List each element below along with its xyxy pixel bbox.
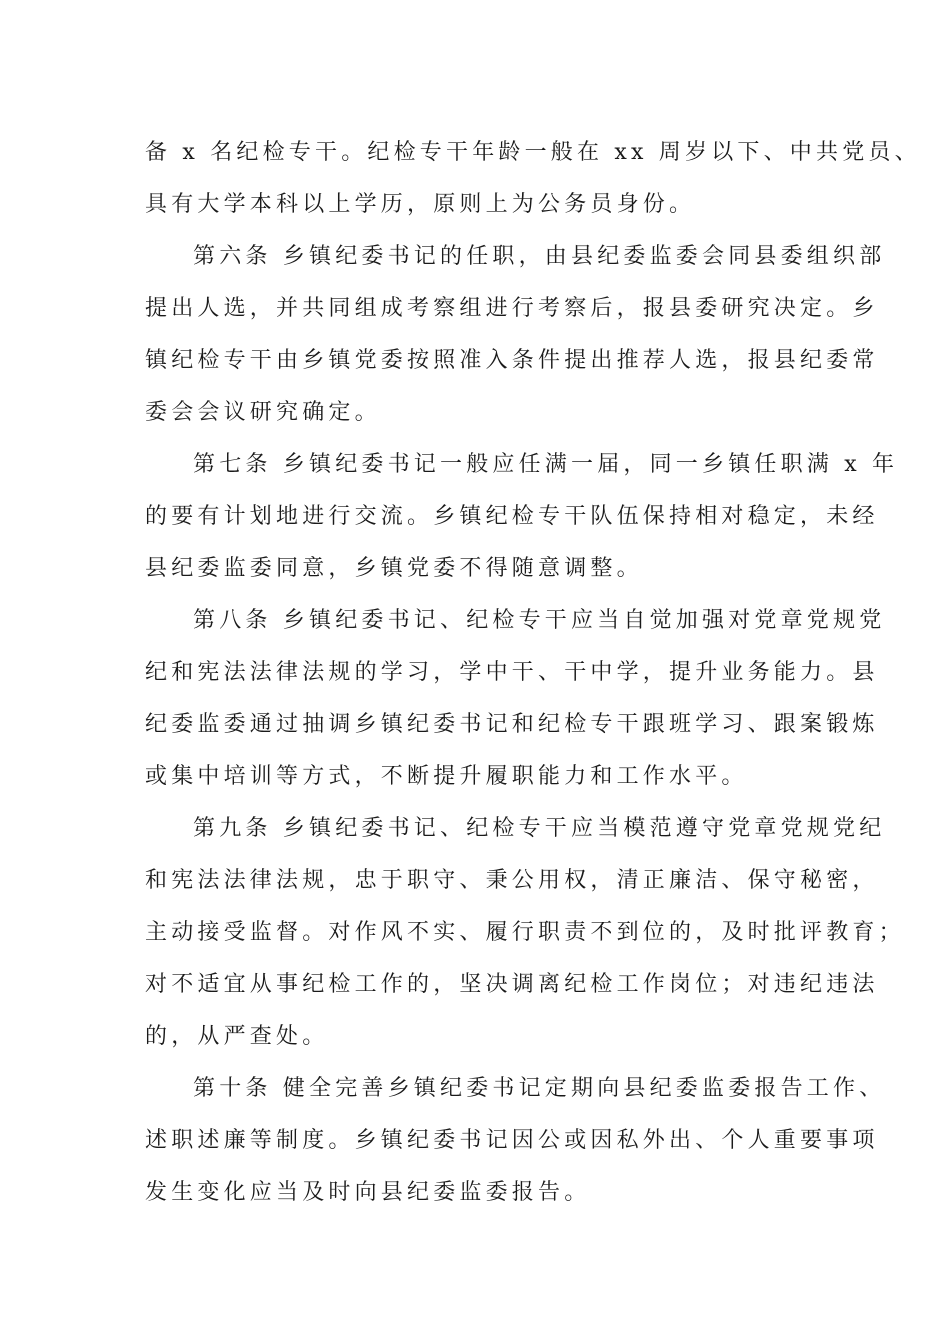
text-line: 主动接受监督。对作风不实、履行职责不到位的，及时批评教育； [145, 920, 905, 945]
text-line: 备 x 名纪检专干。纪检专干年龄一般在 xx 周岁以下、中共党员、 [145, 140, 921, 165]
paragraph-article-6 [145, 235, 886, 443]
paragraph-article-9 [145, 807, 905, 1067]
paragraph-article-8 [145, 599, 886, 807]
text-line: 第七条 乡镇纪委书记一般应任满一届，同一乡镇任职满 x 年 [193, 452, 899, 477]
text-line: 的要有计划地进行交流。乡镇纪检专干队伍保持相对稳定，未经 [145, 504, 879, 529]
paragraph-requirements [145, 131, 921, 235]
paragraph-article-10 [145, 1067, 886, 1223]
document-body [145, 131, 921, 1223]
text-line: 县纪委监委同意，乡镇党委不得随意调整。 [145, 556, 643, 581]
text-line: 或集中培训等方式，不断提升履职能力和工作水平。 [145, 764, 748, 789]
text-line: 纪和宪法法律法规的学习，学中干、干中学，提升业务能力。县 [145, 660, 879, 685]
text-line: 述职述廉等制度。乡镇纪委书记因公或因私外出、个人重要事项 [145, 1128, 879, 1153]
text-line: 的，从严查处。 [145, 1024, 329, 1049]
text-line: 第九条 乡镇纪委书记、纪检专干应当模范遵守党章党规党纪 [193, 816, 886, 841]
text-line: 具有大学本科以上学历，原则上为公务员身份。 [145, 192, 696, 217]
text-line: 对不适宜从事纪检工作的，坚决调离纪检工作岗位；对违纪违法 [145, 972, 879, 997]
text-line: 第八条 乡镇纪委书记、纪检专干应当自觉加强对党章党规党 [193, 608, 886, 633]
text-line: 和宪法法律法规，忠于职守、秉公用权，清正廉洁、保守秘密， [145, 868, 879, 893]
text-line: 镇纪检专干由乡镇党委按照准入条件提出推荐人选，报县纪委常 [145, 348, 879, 373]
text-line: 提出人选，并共同组成考察组进行考察后，报县委研究决定。乡 [145, 296, 879, 321]
text-line: 第六条 乡镇纪委书记的任职，由县纪委监委会同县委组织部 [193, 244, 886, 269]
text-line: 委会会议研究确定。 [145, 400, 381, 425]
text-line: 发生变化应当及时向县纪委监委报告。 [145, 1180, 591, 1205]
paragraph-article-7 [145, 443, 899, 599]
text-line: 第十条 健全完善乡镇纪委书记定期向县纪委监委报告工作、 [193, 1076, 886, 1101]
text-line: 纪委监委通过抽调乡镇纪委书记和纪检专干跟班学习、跟案锻炼 [145, 712, 879, 737]
